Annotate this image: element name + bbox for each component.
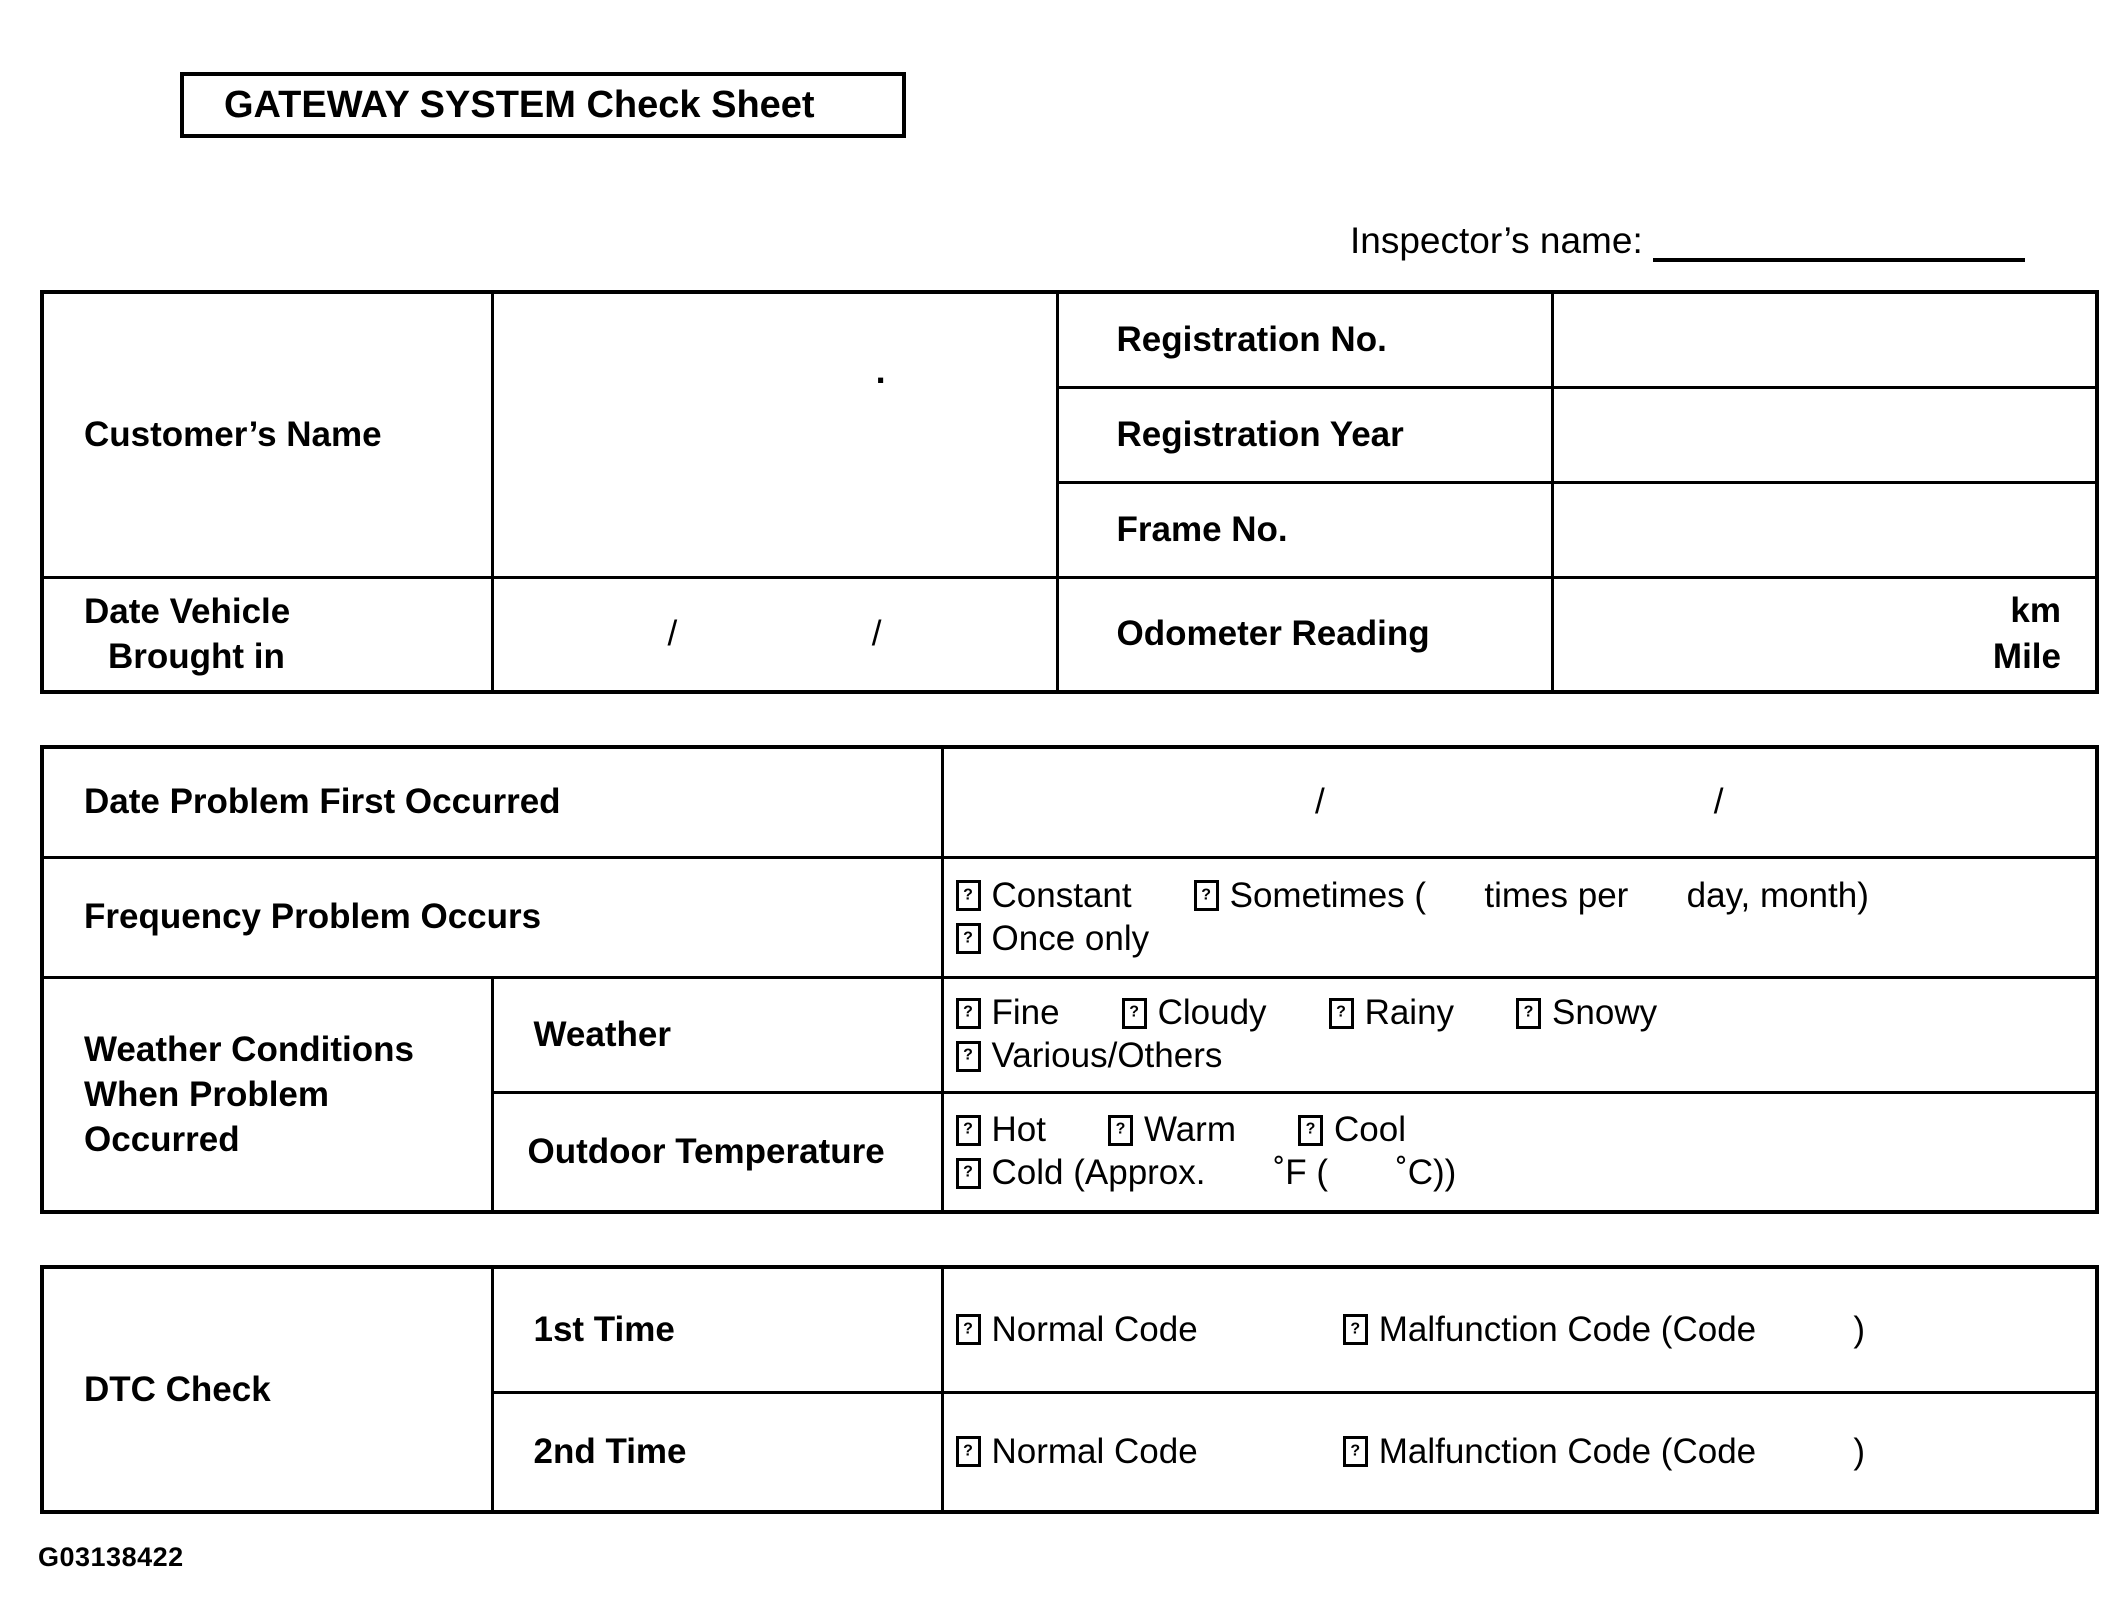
option-once-only-label: Once only	[991, 918, 1150, 958]
checkbox-icon[interactable]	[956, 923, 981, 954]
option-normal-code-1-label: Normal Code	[991, 1309, 1198, 1349]
option-cold-label: Cold (Approx. ˚F ( ˚C))	[991, 1153, 1457, 1193]
dtc-2nd-time-options-line	[956, 1432, 2088, 1472]
option-normal-code-1[interactable]	[956, 1310, 1198, 1350]
outdoor-temperature-label-cell: Outdoor Temperature	[492, 1092, 942, 1212]
weather-options-line2	[956, 1036, 2088, 1076]
date-problem-label-cell: Date Problem First Occurred	[42, 747, 942, 857]
checkbox-icon[interactable]	[1108, 1115, 1133, 1146]
vehicle-info-table	[40, 290, 2099, 694]
inspector-name-input-line[interactable]	[1653, 212, 2025, 262]
inspector-name-label: Inspector’s name:	[1350, 220, 1643, 261]
date-vehicle-label-cell	[42, 577, 492, 692]
dtc-1st-time-options-line	[956, 1310, 2088, 1350]
figure-id: G03138422	[38, 1542, 184, 1572]
checkbox-icon[interactable]	[1194, 880, 1219, 911]
frequency-options-line1	[956, 876, 2088, 916]
option-sometimes[interactable]	[1194, 876, 1869, 916]
dtc-check-label-cell: DTC Check	[42, 1267, 492, 1512]
stray-dot: .	[875, 350, 886, 392]
date-vehicle-value-cell[interactable]: / /	[492, 577, 1057, 692]
weather-options-line1	[956, 993, 2088, 1033]
checkbox-icon[interactable]	[956, 1041, 981, 1072]
customers-name-label-cell: Customer’s Name	[42, 292, 492, 577]
option-constant-label: Constant	[991, 875, 1132, 915]
option-rainy-label: Rainy	[1364, 993, 1455, 1032]
option-snowy[interactable]	[1516, 993, 1657, 1033]
checkbox-icon[interactable]	[1516, 998, 1541, 1029]
checkbox-icon[interactable]	[1298, 1115, 1323, 1146]
registration-year-label-cell: Registration Year	[1057, 387, 1552, 482]
inspector-name-row	[1350, 212, 2025, 262]
page-title	[180, 72, 906, 138]
option-once-only[interactable]	[956, 919, 1150, 959]
option-cold[interactable]	[956, 1153, 1457, 1193]
dtc-1st-time-options-cell	[942, 1267, 2097, 1392]
option-hot[interactable]	[956, 1110, 1046, 1150]
odometer-unit-mile: Mile	[1992, 637, 2061, 677]
date-vehicle-label-line1: Date Vehicle	[84, 592, 291, 632]
option-various-others-label: Various/Others	[991, 1036, 1223, 1075]
weather-conditions-label-cell	[42, 977, 492, 1212]
odometer-unit-km: km	[2010, 591, 2061, 631]
weather-conditions-label-line2: When Problem	[84, 1074, 330, 1114]
weather-label-cell: Weather	[492, 977, 942, 1092]
checkbox-icon[interactable]	[1343, 1436, 1368, 1467]
checkbox-icon[interactable]	[1329, 998, 1354, 1029]
option-constant[interactable]	[956, 876, 1132, 916]
option-normal-code-2[interactable]	[956, 1432, 1198, 1472]
date-problem-value-cell[interactable]: / /	[942, 747, 2097, 857]
option-malfunction-code-1-label: Malfunction Code (Code )	[1378, 1309, 1866, 1349]
temperature-options-line1	[956, 1110, 2088, 1150]
checkbox-icon[interactable]	[956, 1115, 981, 1146]
checkbox-icon[interactable]	[956, 1314, 981, 1345]
customers-name-value-cell[interactable]	[492, 292, 1057, 577]
frame-no-value-cell[interactable]	[1552, 482, 2097, 577]
option-warm[interactable]	[1108, 1110, 1236, 1150]
weather-options-cell	[942, 977, 2097, 1092]
option-fine-label: Fine	[991, 993, 1060, 1032]
dtc-2nd-time-options-cell	[942, 1392, 2097, 1512]
registration-no-value-cell[interactable]	[1552, 292, 2097, 387]
frequency-options-line2	[956, 919, 2088, 959]
checkbox-icon[interactable]	[1343, 1314, 1368, 1345]
frame-no-label-cell: Frame No.	[1057, 482, 1552, 577]
odometer-label-cell: Odometer Reading	[1057, 577, 1552, 692]
checkbox-icon[interactable]	[956, 1436, 981, 1467]
option-malfunction-code-2[interactable]	[1343, 1432, 1865, 1472]
dtc-2nd-time-label-cell: 2nd Time	[492, 1392, 942, 1512]
registration-no-label-cell: Registration No.	[1057, 292, 1552, 387]
frequency-options-cell	[942, 857, 2097, 977]
frequency-label-cell: Frequency Problem Occurs	[42, 857, 942, 977]
option-hot-label: Hot	[991, 1110, 1046, 1150]
registration-year-value-cell[interactable]	[1552, 387, 2097, 482]
option-cool-label: Cool	[1334, 1110, 1406, 1150]
checkbox-icon[interactable]	[956, 880, 981, 911]
weather-conditions-label-line3: Occurred	[84, 1119, 240, 1159]
temperature-options-line2	[956, 1153, 2088, 1193]
option-malfunction-code-1[interactable]	[1343, 1310, 1865, 1350]
option-cloudy[interactable]	[1122, 993, 1267, 1033]
odometer-value-cell[interactable]	[1552, 577, 2097, 692]
option-snowy-label: Snowy	[1552, 993, 1658, 1032]
checkbox-icon[interactable]	[956, 998, 981, 1029]
checkbox-icon[interactable]	[956, 1158, 981, 1189]
option-cloudy-label: Cloudy	[1157, 993, 1267, 1032]
dtc-1st-time-label-cell: 1st Time	[492, 1267, 942, 1392]
option-warm-label: Warm	[1143, 1110, 1236, 1150]
option-normal-code-2-label: Normal Code	[991, 1431, 1198, 1471]
temperature-options-cell	[942, 1092, 2097, 1212]
weather-conditions-label-line1: Weather Conditions	[84, 1029, 414, 1069]
date-vehicle-label-line2: Brought in	[108, 637, 285, 677]
checkbox-icon[interactable]	[1122, 998, 1147, 1029]
option-various-others[interactable]	[956, 1036, 1223, 1076]
page-title-text: GATEWAY SYSTEM Check Sheet	[224, 83, 815, 126]
option-rainy[interactable]	[1329, 993, 1454, 1033]
problem-info-table	[40, 745, 2099, 1214]
option-fine[interactable]	[956, 993, 1060, 1033]
dtc-check-table	[40, 1265, 2099, 1514]
option-malfunction-code-2-label: Malfunction Code (Code )	[1378, 1431, 1866, 1471]
option-sometimes-label: Sometimes ( times per day, month)	[1229, 875, 1869, 915]
option-cool[interactable]	[1298, 1110, 1406, 1150]
